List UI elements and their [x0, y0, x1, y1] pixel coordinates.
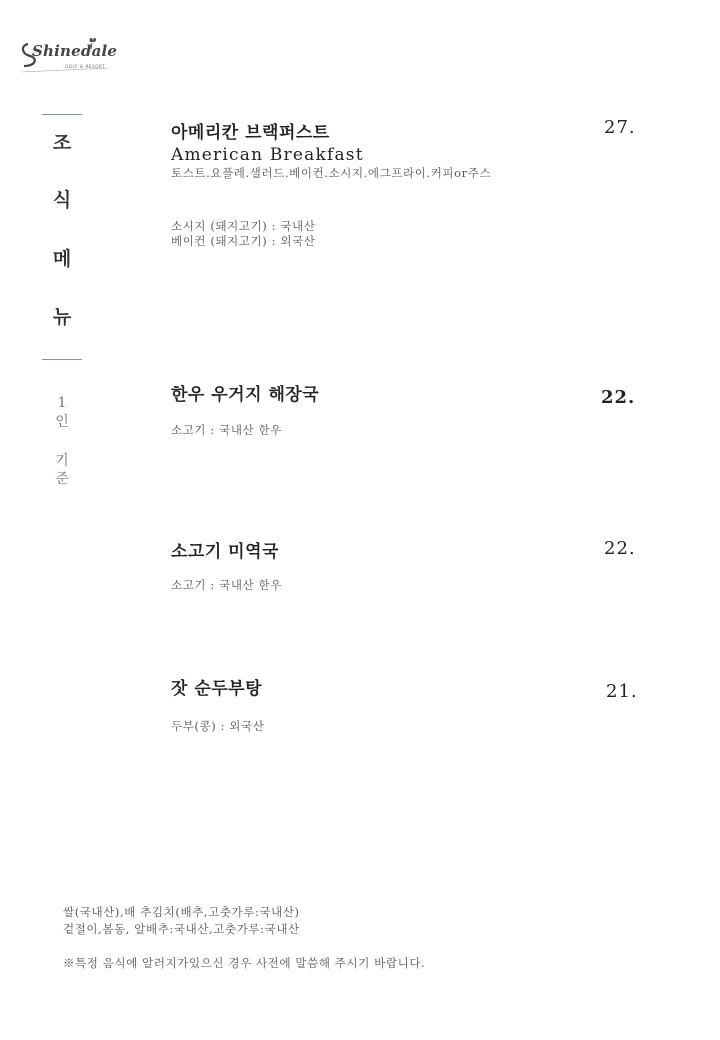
- side-note-char: 인: [55, 414, 69, 430]
- origin-note: 소고기 : 국내산 한우: [171, 578, 282, 592]
- logo-wordmark: Shinedale: [32, 42, 118, 60]
- menu-item-price: 22.: [601, 387, 636, 408]
- side-divider-bottom: [42, 359, 82, 360]
- side-title-char: 식: [52, 189, 72, 211]
- logo-subtext: GOLF & RESORT: [65, 64, 106, 69]
- menu-item: [171, 537, 282, 593]
- side-note-char: 기: [55, 453, 69, 469]
- side-title-char: 뉴: [52, 306, 72, 328]
- footer-origin-line: 겉절이,봄동, 알배추:국내산,고춧가루:국내산: [63, 922, 300, 936]
- side-note-char: 준: [55, 471, 69, 487]
- menu-item-name: 한우 우거지 해장국: [171, 385, 320, 405]
- menu-item-name: 잣 순두부탕: [171, 679, 263, 699]
- side-note-char: 1: [57, 395, 67, 411]
- menu-item-description: 토스트.요플레.샐러드.베이컨.소시지.에그프라이.커피or주스: [171, 166, 492, 180]
- menu-item: [171, 674, 264, 734]
- origin-note: 소시지 (돼지고기) : 국내산: [171, 219, 316, 233]
- menu-item-name: 소고기 미역국: [171, 542, 279, 562]
- origin-note: 두부(콩) : 외국산: [171, 719, 265, 733]
- origin-note: 소고기 : 국내산 한우: [171, 423, 282, 437]
- menu-item-name-english: American Breakfast: [171, 145, 364, 165]
- side-title-char: 메: [52, 248, 72, 270]
- menu-item-price: 22.: [604, 538, 636, 559]
- allergy-notice: ※특정 음식에 알러지가있으신 경우 사전에 말씀해 주시기 바랍니다.: [63, 956, 426, 970]
- menu-item-price: 27.: [604, 117, 636, 138]
- side-divider-top: [42, 114, 82, 115]
- menu-item-name: 아메리칸 브랙퍼스트: [171, 123, 330, 143]
- menu-item: [171, 380, 319, 438]
- menu-item-price: 21.: [606, 681, 638, 702]
- origin-note: 베이컨 (돼지고기) : 외국산: [171, 234, 316, 248]
- menu-item: [171, 118, 491, 249]
- footer-origin-line: 쌀(국내산),배 추김치(배추,고춧가루:국내산): [63, 905, 300, 919]
- side-title-char: 조: [52, 132, 72, 154]
- brand-logo: [18, 34, 118, 76]
